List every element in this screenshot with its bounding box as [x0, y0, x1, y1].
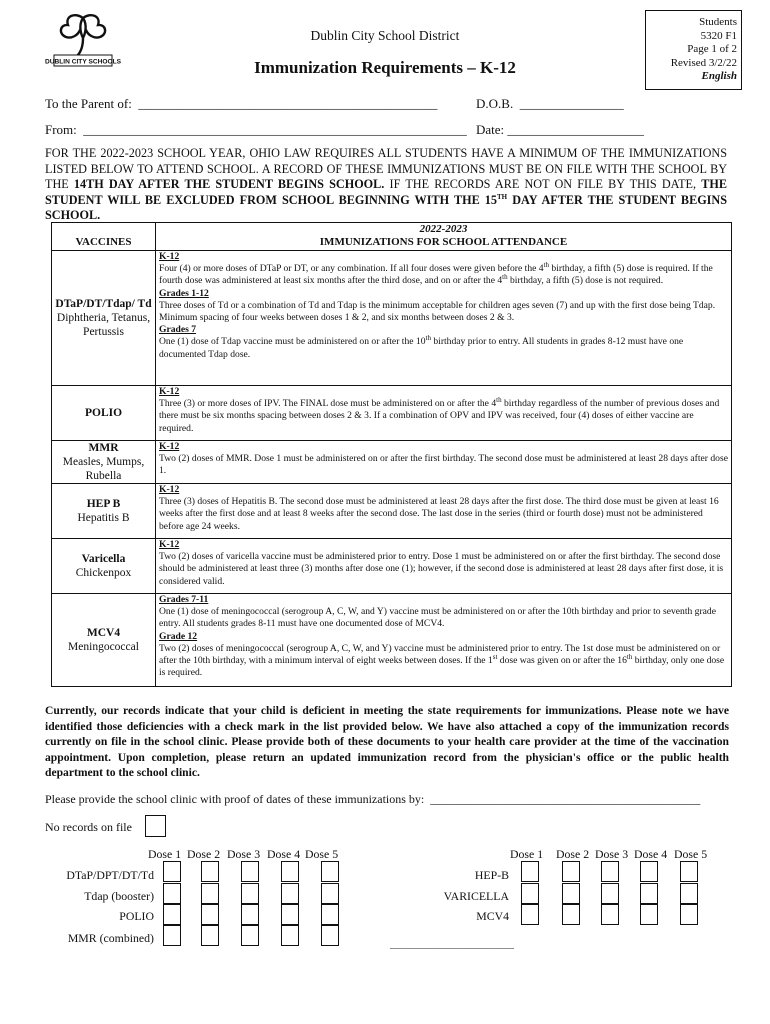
grade-label: K-12 [159, 539, 180, 550]
proof-deadline-field[interactable]: Please provide the school clinic with proof of dates of these immunizations by: _____________________________________________ [45, 792, 701, 806]
attendance-title: IMMUNIZATIONS FOR SCHOOL ATTENDANCE [319, 236, 568, 248]
stamp-language: English [701, 70, 737, 83]
dose-checkbox[interactable] [163, 925, 181, 946]
table-row [52, 484, 732, 539]
parent-field[interactable]: To the Parent of: ______________________________________________ [45, 96, 438, 111]
dose-checkbox[interactable] [640, 904, 658, 925]
stamp-line: Page 1 of 2 [687, 43, 737, 56]
req-text: birthday prior to entry. All students in grades 8-12 must have one documented Tdap dose. [159, 336, 684, 360]
grade-label: Grades 7-11 [159, 594, 209, 605]
dose-checkbox[interactable] [680, 904, 698, 925]
form-stamp [645, 10, 742, 90]
grade-label: K-12 [159, 441, 180, 452]
vaccine-name: DTaP/DT/Tdap/ Td [55, 298, 152, 310]
dose-checkbox[interactable] [321, 883, 339, 904]
vaccine-cell [52, 539, 156, 594]
dose-checkbox[interactable] [163, 904, 181, 925]
req-text: dose was given on or after the 16 [497, 655, 627, 667]
dose-checkbox[interactable] [241, 883, 259, 904]
intro-exclusion: THE STUDENT WILL BE EXCLUDED FROM SCHOOL BEGINNING WITH THE 15 [45, 177, 727, 207]
vaccine-name: Varicella [81, 553, 126, 565]
attendance-header [156, 223, 732, 251]
grade-label: K-12 [159, 386, 180, 397]
superscript: th [543, 261, 550, 270]
requirements-table [51, 222, 732, 687]
vaccines-header: VACCINES [52, 223, 156, 251]
req-text: Two (2) doses of meningococcal (serogroup A, C, W, and Y) vaccine must be administered prior to entry. The 1st dose must be administered on or after the 10th birthday, with a minimum interval of eight weeks between doses. If the 1 [159, 642, 721, 667]
vaccine-sub: Chickenpox [75, 567, 132, 579]
dose-header: Dose 3 [227, 847, 261, 861]
req-text: birthday, a fifth (5) dose is not required. [507, 275, 664, 287]
dose-checkbox[interactable] [201, 925, 219, 946]
dose-checkbox[interactable] [601, 883, 619, 904]
dose-header: Dose 4 [267, 847, 301, 861]
dose-checkbox[interactable] [680, 861, 698, 882]
dose-checkbox[interactable] [281, 925, 299, 946]
district-name: Dublin City School District [310, 28, 460, 43]
req-text: birthday, only one dose is required. [159, 655, 725, 679]
school-year: 2022-2023 [419, 223, 468, 235]
blank-line: _____________________ [390, 936, 514, 950]
grade-label: Grades 7 [159, 324, 197, 336]
dose-checkbox[interactable] [281, 883, 299, 904]
intro-text: FOR THE 2022-2023 SCHOOL YEAR, OHIO LAW REQUIRES ALL STUDENTS HAVE A MINIMUM OF THE IMMUNIZATIONS LISTED BELOW TO ATTEND SCHOOL. A RECORD OF THESE IMMUNIZATIONS MUST BE ON FILE WITH THE SCHOOL BY THE [45, 146, 727, 191]
dose-checkbox[interactable] [241, 904, 259, 925]
req-text: One (1) dose of Tdap vaccine must be administered on or after the 10 [159, 336, 426, 348]
table-row [52, 441, 732, 484]
requirement-cell [156, 251, 732, 386]
req-text: Two (2) doses of varicella vaccine must be administered prior to entry. Dose 1 must be administered on or after the first birthday. The second dose should be administered at least three (3) months after dose one (1); however, if the second dose is administered at least 28 days after first dose, it is considered valid. [159, 551, 724, 587]
dose-checkbox[interactable] [201, 861, 219, 882]
dose-checkbox[interactable] [201, 904, 219, 925]
superscript: st [492, 652, 498, 661]
dose-checkbox[interactable] [562, 883, 580, 904]
vaccine-cell [52, 484, 156, 539]
dose-checkbox[interactable] [562, 904, 580, 925]
district-logo [44, 12, 122, 72]
table-row [52, 594, 732, 687]
grade-label: K-12 [159, 251, 180, 262]
req-text: One (1) dose of meningococcal (serogroup A, C, W, and Y) vaccine must be administered on or after the 10th birthday and prior to seventh grade entry. All students grades 8-11 must have one documented dose of MCV4. [159, 606, 716, 630]
dose-row-label: Tdap (booster) [84, 889, 154, 903]
vaccine-name: POLIO [84, 407, 123, 419]
dose-checkbox[interactable] [241, 925, 259, 946]
vaccine-sub: Measles, Mumps, Rubella [62, 456, 145, 482]
stamp-line: 5320 F1 [700, 29, 737, 42]
intro-exclusion-end: DAY AFTER THE STUDENT BEGINS SCHOOL. [45, 192, 727, 222]
vaccine-cell [52, 441, 156, 484]
dose-row-label: MMR (combined) [67, 931, 154, 945]
date-field[interactable]: Date: _____________________ [476, 122, 644, 137]
no-records-label: No records on file [45, 820, 132, 834]
dose-checkbox[interactable] [321, 861, 339, 882]
dose-header: Dose 1 [148, 847, 182, 861]
requirement-cell [156, 441, 732, 484]
requirement-cell [156, 539, 732, 594]
dose-row-label: VARICELLA [443, 889, 509, 903]
superscript: TH [497, 192, 508, 201]
dose-checkbox[interactable] [521, 883, 539, 904]
deficiency-notice: Currently, our records indicate that your child is deficient in meeting the state requirements for immunizations. Please note we have identified those deficiencies with a check mark in the list provided below. We have also attached a copy of the immunization records currently on file in the school clinic. Please provide both of these documents to your health care provider at the time of the vaccination appointment. Upon completion, please return an updated immunization record from the physician's office or the public health department to the school clinic. [45, 704, 729, 779]
superscript: th [502, 273, 508, 282]
req-text: Three doses of Td or a combination of Td and Tdap is the minimum acceptable for children ages seven (7) and up with the first dose being Tdap. Minimum spacing of four weeks between doses 1 & 2, and six months between doses 2 & 3. [159, 299, 716, 324]
intro-text: IF THE RECORDS ARE NOT ON FILE BY THIS DATE, [384, 177, 702, 191]
vaccine-cell [52, 251, 156, 386]
dose-checkbox[interactable] [201, 883, 219, 904]
dose-checkbox[interactable] [680, 883, 698, 904]
dose-checkbox[interactable] [521, 861, 539, 882]
requirement-cell [156, 484, 732, 539]
dose-header: Dose 3 [595, 847, 629, 861]
dose-checkbox[interactable] [241, 861, 259, 882]
vaccine-cell [52, 594, 156, 687]
dose-row-label: DTaP/DPT/DT/Td [66, 868, 154, 882]
superscript: th [496, 396, 502, 405]
vaccine-name: MCV4 [86, 627, 121, 639]
stamp-line: Students [699, 16, 737, 28]
dose-row-label: MCV4 [476, 909, 509, 923]
dose-header: Dose 2 [556, 847, 590, 861]
dose-header: Dose 5 [305, 847, 339, 861]
requirement-cell [156, 594, 732, 687]
table-row [52, 386, 732, 441]
dob-field[interactable]: D.O.B. ________________ [476, 96, 624, 111]
dose-checkbox[interactable] [562, 861, 580, 882]
grade-label: Grades 1-12 [159, 287, 209, 299]
req-text: Three (3) doses of Hepatitis B. The second dose must be administered at least 28 days after the first dose. The third dose must be given at least 16 weeks after the first dose and at least 8 weeks after the second dose. The last dose in the series (third or fourth dose) must not be administered before age 24 weeks. [159, 496, 719, 532]
superscript: th [626, 652, 633, 661]
dose-checkbox[interactable] [281, 861, 299, 882]
requirement-cell [156, 386, 732, 441]
logo-text: DUBLIN CITY SCHOOLS [44, 58, 122, 66]
dose-checkbox[interactable] [521, 904, 539, 925]
dose-header: Dose 4 [634, 847, 668, 861]
req-text: birthday regardless of the number of previous doses and there must be six months spacing between doses 2 & 3. If a combination of OPV and IPV was received, four (4) doses of either vaccine are required. [159, 398, 720, 434]
intro-paragraph [45, 146, 727, 224]
dose-checkbox[interactable] [321, 904, 339, 925]
req-text: Three (3) or more doses of IPV. The FINAL dose must be administered on or after the 4 [159, 398, 497, 410]
req-text: Four (4) or more doses of DTaP or DT, or any combination. If all four doses were given before the 4 [159, 263, 544, 275]
table-row [52, 539, 732, 594]
intro-deadline: 14TH DAY AFTER THE STUDENT BEGINS SCHOOL. [73, 177, 385, 191]
page-title: Immunization Requirements – K-12 [254, 58, 516, 77]
vaccine-cell [52, 386, 156, 441]
superscript: th [425, 334, 431, 343]
dose-header: Dose 2 [187, 847, 221, 861]
no-records-checkbox[interactable] [145, 815, 166, 837]
dose-checkbox[interactable] [640, 883, 658, 904]
from-field[interactable]: From: ___________________________________________________________ [45, 122, 467, 137]
table-row [52, 251, 732, 386]
dose-row-label: HEP-B [474, 868, 509, 882]
vaccine-name: MMR [88, 442, 119, 454]
stamp-line: Revised 3/2/22 [670, 56, 737, 69]
dose-checkbox[interactable] [281, 904, 299, 925]
vaccine-name: HEP B [86, 498, 121, 510]
grade-label: K-12 [159, 484, 180, 495]
req-text: birthday, a fifth (5) dose is required. If the fourth dose was administered at least six months after the third dose, and on or after the 4 [159, 263, 713, 287]
dose-checkbox[interactable] [163, 883, 181, 904]
dose-checkbox[interactable] [321, 925, 339, 946]
dose-checkbox[interactable] [601, 861, 619, 882]
dose-row-label: POLIO [119, 909, 154, 923]
dose-header: Dose 5 [674, 847, 708, 861]
dose-header: Dose 1 [510, 847, 544, 861]
dose-checkbox[interactable] [640, 861, 658, 882]
vaccine-sub: Hepatitis B [77, 512, 130, 524]
grade-label: Grade 12 [159, 630, 198, 642]
req-text: Two (2) doses of MMR. Dose 1 must be administered on or after the first birthday. The second dose must be administered at least 28 days after dose 1. [159, 453, 728, 477]
vaccine-sub: Diphtheria, Tetanus, Pertussis [56, 312, 151, 338]
dose-checkbox[interactable] [163, 861, 181, 882]
vaccine-sub: Meningococcal [68, 641, 139, 653]
dose-checkbox[interactable] [601, 904, 619, 925]
